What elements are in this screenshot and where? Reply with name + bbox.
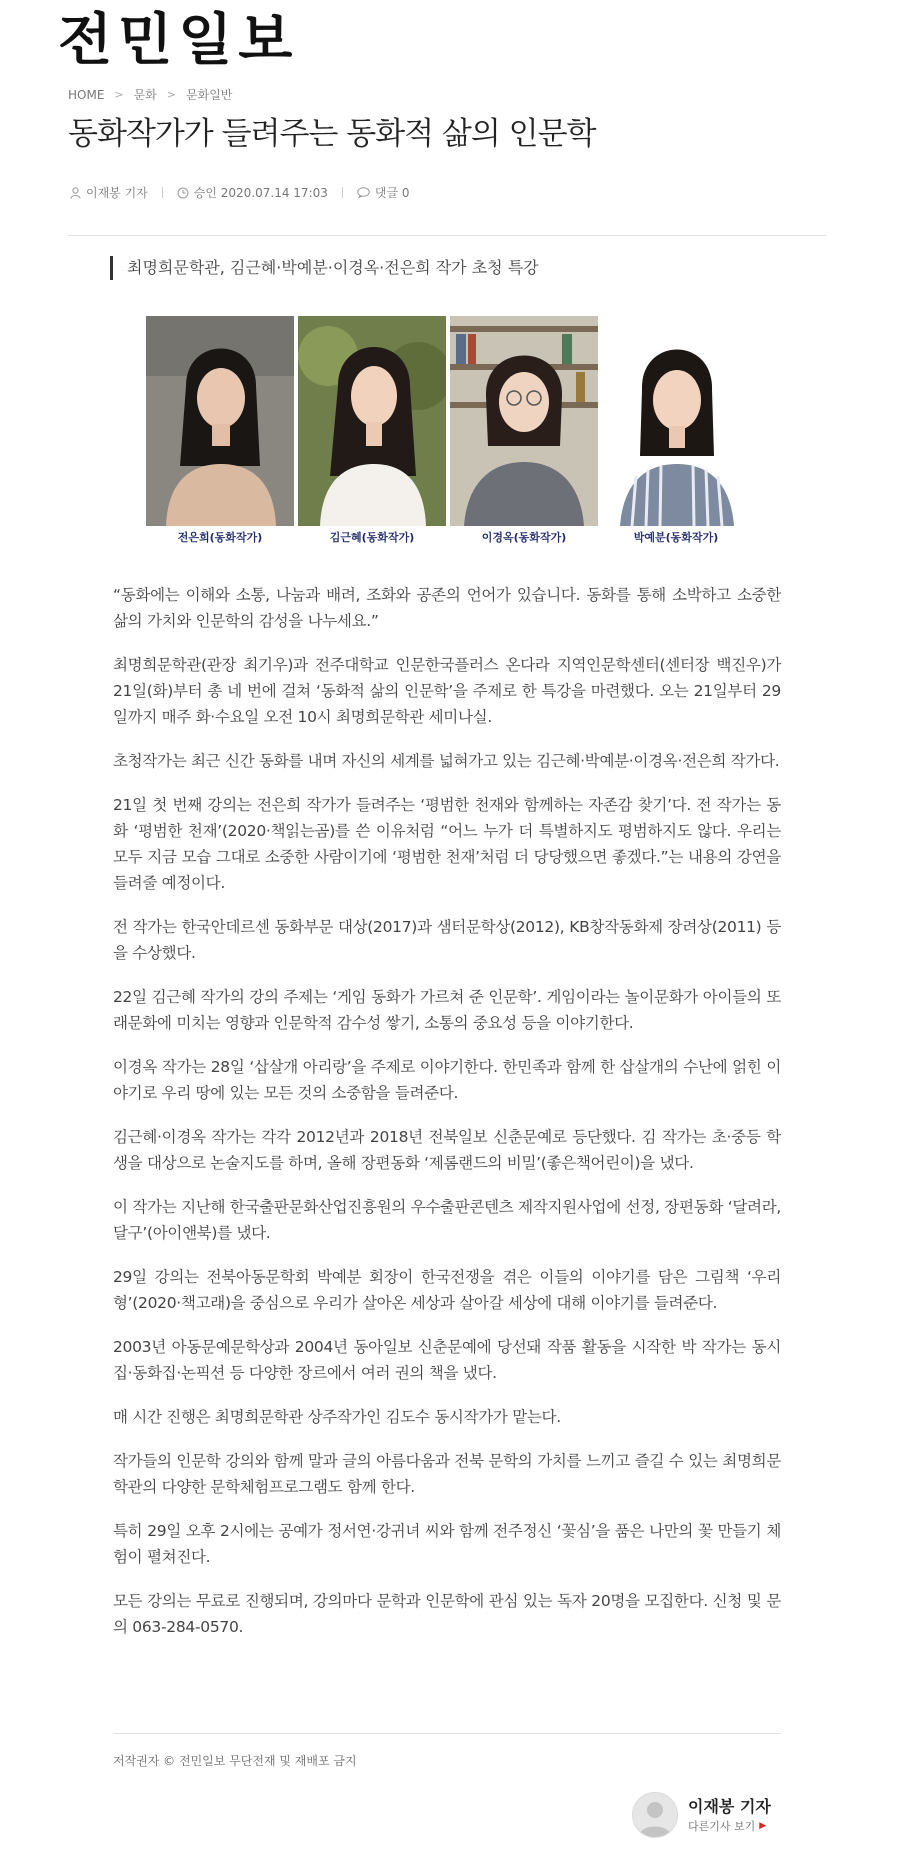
user-icon: [70, 187, 81, 199]
approved-date: 승인 2020.07.14 17:03: [193, 186, 328, 200]
meta-divider: [342, 187, 343, 198]
article-paragraph: 작가들의 인문학 강의와 함께 말과 글의 아름다움과 전북 문학의 가치를 느끼고 즐길 수 있는 최명희문학관의 다양한 문학체험프로그램도 함께 한다.: [113, 1452, 781, 1496]
article-paragraph: 29일 강의는 전북아동문학회 박예분 회장이 한국전쟁을 겪은 이들의 이야기를 담은 그림책 ‘우리 형’(2020·책고래)을 중심으로 우리가 살아온 세상과 살아갈 세상에 대해 이야기를 들려준다.: [113, 1268, 781, 1312]
article-paragraph: 이경옥 작가는 28일 ‘삽살개 아리랑’을 주제로 이야기한다. 한민족과 함께 한 삽살개의 수난에 얽힌 이야기로 우리 땅에 있는 모든 것의 소중함을 들려준다.: [113, 1058, 781, 1102]
portrait-2: [298, 316, 446, 526]
breadcrumb-subsection[interactable]: 문화일반: [186, 88, 233, 102]
meta-divider: [162, 187, 163, 198]
article-paragraph: 2003년 아동문예문학상과 2004년 동아일보 신춘문예에 당선돼 작품 활동을 시작한 박 작가는 동시집·동화집·논픽션 등 다양한 장르에서 여러 권의 책을 냈다.: [113, 1338, 781, 1382]
article-paragraph: 22일 김근혜 작가의 강의 주제는 ‘게임 동화가 가르쳐 준 인문학’. 게임이라는 놀이문화가 아이들의 또래문화에 미치는 영향과 인문학적 감수성 쌓기, 소통의 중요성 등을 이야기한다.: [113, 988, 781, 1032]
article-meta: [70, 184, 410, 201]
divider-line: [68, 235, 826, 236]
avatar-icon: [632, 1792, 678, 1838]
photo-caption: 전은희(동화작가): [177, 531, 263, 544]
reporter-name[interactable]: 이재봉 기자: [688, 1797, 771, 1816]
article-body: [113, 582, 781, 1658]
copyright-notice: 저작권자 © 전민일보 무단전재 및 재배포 금지: [113, 1754, 357, 1768]
article-paragraph: 전 작가는 한국안데르센 동화부문 대상(2017)과 샘터문학상(2012), KB창작동화제 장려상(2011) 등을 수상했다.: [113, 918, 781, 962]
author-name: 이재봉 기자: [86, 186, 148, 200]
article-paragraph: 매 시간 진행은 최명희문학관 상주작가인 김도수 동시작가가 맡는다.: [113, 1408, 561, 1426]
article-title: 동화작가가 들려주는 동화적 삶의 인문학: [68, 116, 596, 152]
article-paragraph: 김근혜·이경옥 작가는 각각 2012년과 2018년 전북일보 신춘문예로 등단했다. 김 작가는 초·중등 학생을 대상으로 논술지도를 하며, 올해 장편동화 ‘제롬랜드의 비밀’(좋은책어린이)을 냈다.: [113, 1128, 781, 1172]
portrait-4: [602, 316, 750, 526]
article-paragraph: 21일 첫 번째 강의는 전은희 작가가 들려주는 ‘평범한 천재와 함께하는 자존감 찾기’다. 전 작가는 동화 ‘평범한 천재’(2020·책읽는곰)를 쓴 이유처럼 “어느 누가 더 특별하지도 평범하지도 않다. 우리는 모두 지금 모습 그대로 소중한 사람이기에 ‘평범한 천재’처럼 더 당당했으면 좋겠다.”는 내용의 강연을 들려줄 예정이다.: [113, 796, 781, 892]
portrait-3: [450, 316, 598, 526]
meta-author: [70, 184, 148, 201]
article-subtitle: 최명희문학관, 김근혜·박예분·이경옥·전은희 작가 초청 특강: [110, 256, 539, 280]
chevron-right-icon: >: [114, 88, 124, 101]
comment-icon: [357, 187, 370, 198]
breadcrumb: [68, 86, 232, 103]
article-paragraph: 이 작가는 지난해 한국출판문화산업진흥원의 우수출판콘텐츠 제작지원사업에 선정, 장편동화 ‘달려라, 달구’(아이앤북)를 냈다.: [113, 1198, 781, 1242]
clock-icon: [177, 187, 189, 199]
portrait-1: [146, 316, 294, 526]
article-paragraph: 특히 29일 오후 2시에는 공예가 정서연·강귀녀 씨와 함께 전주정신 ‘꽃심’을 품은 나만의 꽃 만들기 체험이 펼쳐진다.: [113, 1522, 781, 1566]
article-paragraph: 최명희문학관(관장 최기우)과 전주대학교 인문한국플러스 온다라 지역인문학센터(센터장 백진우)가 21일(화)부터 총 네 번에 걸쳐 ‘동화적 삶의 인문학’을 주제로 한 특강을 마련했다. 오는 21일부터 29일까지 매주 화·수요일 오전 10시 최명희문학관 세미나실.: [113, 656, 781, 726]
photo-caption: 이경옥(동화작가): [481, 531, 567, 544]
meta-date: [177, 184, 328, 201]
article-paragraph: “동화에는 이해와 소통, 나눔과 배려, 조화와 공존의 언어가 있습니다. 동화를 통해 소박하고 소중한 삶의 가치와 인문학의 감성을 나누세요.”: [113, 586, 781, 630]
caret-right-icon: ▶: [759, 1821, 767, 1831]
reporter-byline[interactable]: [632, 1792, 771, 1838]
article-photo: [146, 316, 750, 550]
article-paragraph: 초청작가는 최근 신간 동화를 내며 자신의 세계를 넓혀가고 있는 김근혜·박예분·이경옥·전은희 작가다.: [113, 752, 780, 770]
more-articles-link[interactable]: [688, 1818, 771, 1834]
photo-caption: 김근혜(동화작가): [329, 531, 415, 544]
chevron-right-icon: >: [166, 88, 177, 101]
breadcrumb-home[interactable]: HOME: [68, 87, 105, 102]
site-logo[interactable]: 전민일보: [58, 8, 299, 73]
more-articles-label[interactable]: 다른기사 보기: [688, 1820, 756, 1833]
comment-count[interactable]: 댓글 0: [374, 186, 410, 200]
divider-line: [113, 1733, 781, 1734]
breadcrumb-section[interactable]: 문화: [133, 88, 157, 102]
article-paragraph: 모든 강의는 무료로 진행되며, 강의마다 문학과 인문학에 관심 있는 독자 20명을 모집한다. 신청 및 문의 063-284-0570.: [113, 1592, 781, 1636]
meta-comments[interactable]: [357, 184, 410, 201]
photo-caption: 박예분(동화작가): [633, 531, 719, 544]
